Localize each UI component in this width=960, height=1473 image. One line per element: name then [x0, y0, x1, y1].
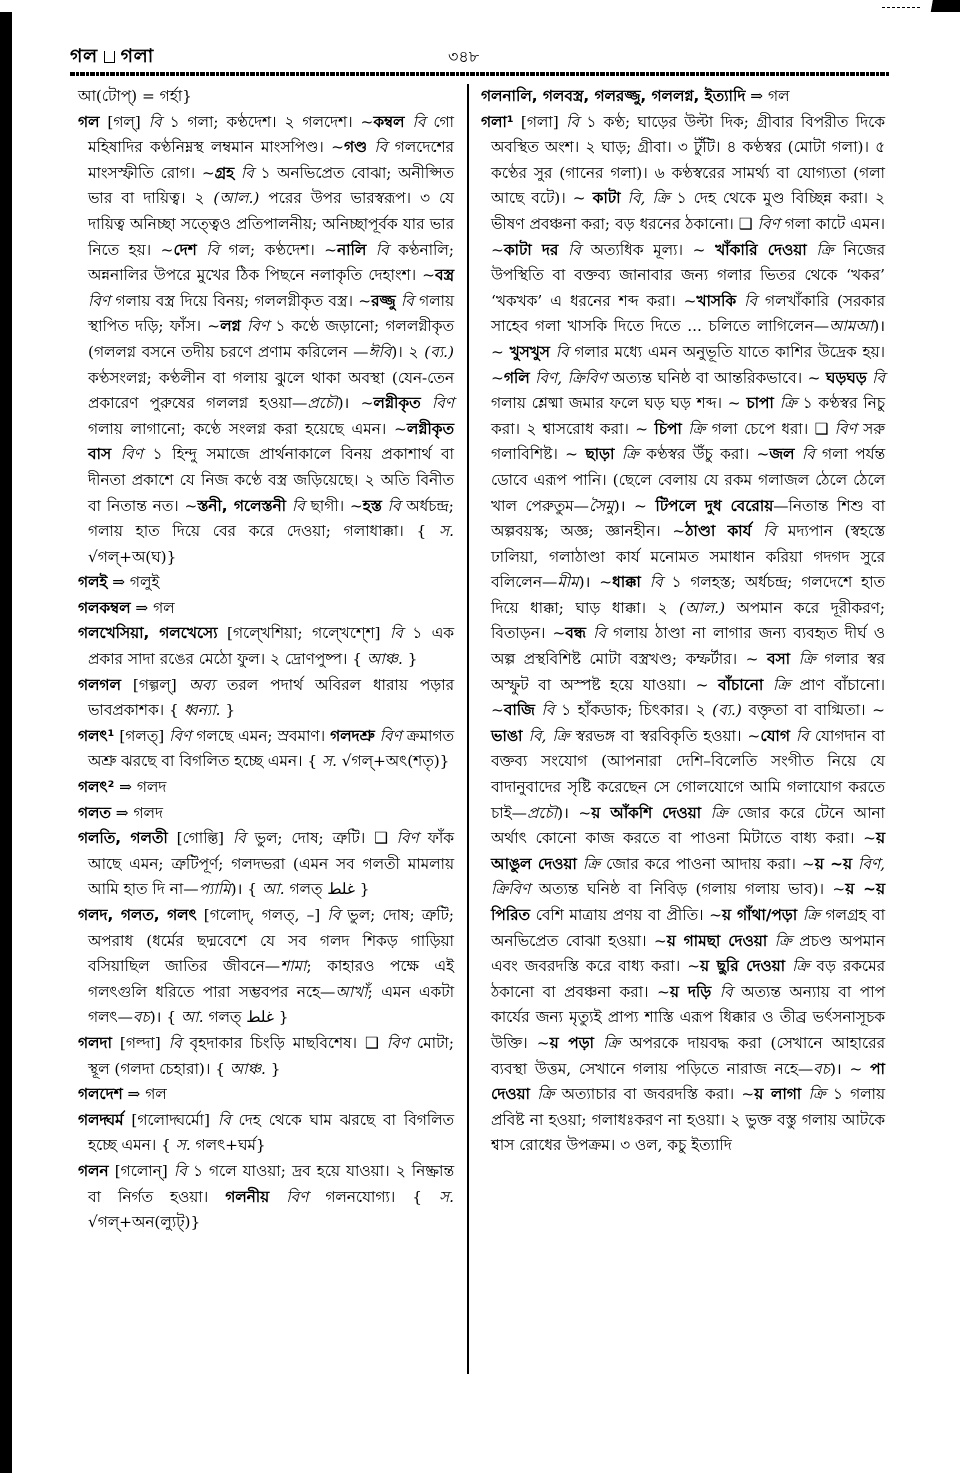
definition-text: অপমান করে দূরীকরণ; বিতাড়ন। ~ — [491, 598, 886, 643]
definition-text: গলায় বস্ত্র দিয়ে বিনয়; গললগ্নীকৃত বস্ত্র। ~ — [110, 291, 372, 310]
headword: গ্রহ — [214, 163, 235, 182]
page-number: ৩৪৮ — [448, 47, 480, 66]
definition-text: নিজের উপস্থিতি বা বক্তব্য জানাবার জন্য গলার ভিতর থেকে ‘খকর’ ‘খকখক’ এ ধরনের শব্দ করা। ~ — [491, 240, 885, 310]
grammar-label: বিণ — [88, 291, 111, 310]
grammar-label: বি — [148, 112, 162, 131]
definition-text — [586, 624, 593, 642]
grammar-label: ক্রি — [792, 957, 810, 976]
grammar-label: ক্রি — [537, 1085, 555, 1104]
headword: গল — [78, 112, 100, 131]
headword: চাপা — [746, 394, 774, 413]
definition-text: ১ গলে যাওয়া; দ্রব হয়ে যাওয়া। ২ নিষ্ক্রান্ত বা নির্গত হওয়া। — [88, 1161, 454, 1206]
grammar-label: বি — [173, 1161, 187, 1180]
definition-text — [197, 241, 206, 259]
grammar-label: ক্রি — [621, 445, 639, 464]
headword: য় ছুরি দেওয়া — [700, 957, 786, 976]
headword: বাঁচানো — [717, 675, 764, 694]
definition-text: ১ গলায় প্রবিষ্ট না হওয়া; গলাধঃকরণ না হওয়া। ২ ভুক্ত বস্তু গলায় আটকে শ্বাস রোধের উপক্রম। ৩ ওল, কচু ইত্যাদি — [491, 1085, 885, 1155]
grammar-label: বি — [744, 291, 758, 310]
grammar-label: বি — [232, 829, 246, 848]
headword: চিপা — [654, 419, 682, 438]
headword: টিপলে দুধ বেরোয় — [655, 496, 774, 515]
definition-text: ১ কণ্ঠস্বর নিচু করা। ২ শ্বাসরোধ করা। ~ — [491, 394, 885, 438]
grammar-label: (ব্য.) — [712, 701, 742, 720]
headword: বসা — [767, 650, 791, 669]
dictionary-entry — [78, 84, 454, 110]
grammar-label: ক্রি — [603, 1033, 621, 1052]
definition-text: √গল্+অৎ(শতৃ)} — [336, 752, 450, 771]
definition-text: ১ গলা; কণ্ঠদেশ। ২ গলদেশ। ~ — [161, 112, 374, 131]
headword: কাটা — [592, 189, 621, 208]
definition-text: [গলোদ্ঘর্মো] — [123, 1110, 218, 1129]
definition-text: গলায় শ্লেষ্মা জমার ফলে ঘড় ঘড় শব্দ। ~ — [491, 394, 747, 413]
running-head-first-word: গল — [70, 45, 98, 67]
grammar-label: ক্রি — [816, 240, 834, 259]
left-column — [78, 84, 454, 1236]
grammar-label: বিণ — [120, 445, 143, 464]
grammar-label: বিণ — [169, 726, 192, 745]
grammar-label: বি — [763, 522, 777, 541]
headword: য় আঁকশি দেওয়া — [591, 803, 702, 822]
definition-text: কণ্ঠনালি; অন্ননালির উপরে মুখের ঠিক পিছনে নলাকৃতি দেহাংশ। ~ — [88, 240, 454, 285]
headword: গলনালি, গলবস্ত্র, গলরজ্জু, গললগ্ন, ইত্যাদি — [481, 87, 746, 105]
definition-text: ভুল; দোষ; ত্রুটি। ❑ — [245, 829, 397, 848]
headword: স্তনী, গলেস্তনী — [197, 496, 286, 515]
right-column — [481, 84, 885, 1159]
grammar-label: প্যামি — [198, 880, 231, 899]
definition-text: দেহ থেকে ঘাম ঝরছে বা বিগলিত হচ্ছে এমন। { — [88, 1110, 454, 1155]
definition-text: )। ~ — [829, 1059, 871, 1078]
grammar-label: ক্রি — [802, 906, 820, 924]
headword: গলদেশ — [78, 1085, 123, 1104]
definition-text: যোগদান বা বক্তব্য সংযোগ (আপনারা দেশি–বিলেতি সংগীত নিয়ে যে বাদানুবাদের সৃষ্টি করেছেন সে গোলযোগে আমি গলাযোগ করতে চাই— — [491, 726, 885, 822]
headword: পা দেওয়া — [491, 1059, 885, 1104]
headword: খাসকি — [696, 291, 737, 310]
definition-text: গলায় ঠাণ্ডা না লাগার জন্য ব্যবহৃত দীর্ঘ ও অল্প প্রস্থবিশিষ্ট মোটা বস্ত্রখণ্ড; কম্ফর্টার। ~ — [491, 624, 885, 669]
headword: গলৎ² — [78, 778, 115, 797]
grammar-label: বি — [217, 1110, 231, 1129]
definition-text — [614, 445, 621, 463]
definition-text: গলা পর্যন্ত ডোবে এরূপ পানি। (ছেলে বেলায় যে রকম গলাজল ঠেলে ঠেলে খাল পেরুতুম— — [491, 445, 885, 515]
definition-text: অত্যাচার বা জবরদস্তি করা। ~ — [554, 1085, 755, 1104]
definition-text: প্রচণ্ড অপমান এবং জবরদস্তি করে বাধ্য করা। ~ — [491, 931, 885, 976]
definition-text: )। ~ — [557, 803, 592, 822]
definition-text: গলার মধ্যে এমন অনুভূতি যাতে কাশির উদ্রেক হয়। ~ — [491, 342, 885, 387]
headword: রজ্জু — [371, 291, 396, 310]
grammar-label: স. — [175, 1136, 191, 1155]
grammar-label: বি — [593, 624, 606, 643]
grammar-label: (ব্য.) — [424, 342, 454, 361]
definition-text: [গলত্] — [114, 726, 170, 745]
definition-text: বক্তৃতা বা বাগ্মিতা। ~ — [741, 701, 885, 720]
grammar-label: (আল.) — [679, 598, 726, 617]
headword: গণ্ড — [343, 138, 367, 157]
definition-text: ১ হিন্দু সমাজে প্রার্থনাকালে বিনয় প্রকাশার্থ বা দীনতা প্রকাশে যে নিজ কণ্ঠে বস্ত্র জড়িয়েছে। ২ অতি বিনীত বা নিতান্ত নত। ~ — [88, 445, 454, 515]
dictionary-entry — [78, 903, 454, 1031]
headword: নালি — [336, 240, 367, 259]
headword: গলদশ্রু — [330, 726, 375, 745]
definition-text — [801, 1085, 808, 1103]
definition-text: ভুল; দোষ; ত্রুটি; অপরাধ (ধর্মের ছদ্মবেশে যে সব গলদ শিকড় গাড়িয়া বসিয়াছিল জাতির জীবনে— — [88, 906, 455, 976]
headword: গলদ, গলত, গলৎ — [78, 906, 197, 924]
dictionary-entry — [78, 826, 454, 903]
definition-text — [807, 241, 817, 259]
definition-text: অপরকে দায়বদ্ধ করা (সেখানে আহারের ব্যবস্থা উত্তম, সেখানে গলায় পড়িতে নারাজ নহে— — [491, 1033, 885, 1078]
dictionary-entry — [78, 1159, 454, 1236]
grammar-label: বি — [291, 496, 305, 515]
definition-text — [711, 983, 720, 1001]
headword: ধাক্কা — [612, 573, 641, 592]
grammar-label: ক্রি — [710, 803, 728, 822]
grammar-label: ক্রি — [774, 931, 792, 950]
grammar-label: ক্রি — [808, 1085, 826, 1104]
running-head — [70, 42, 154, 74]
headword: গলতি, গলতী — [78, 829, 168, 848]
grammar-label: বি, ক্রি — [627, 189, 670, 208]
headword: ভাঙা — [491, 726, 523, 745]
definition-text: ⇒ গল — [130, 598, 175, 617]
headword: গলদ্ঘর্ম — [78, 1110, 124, 1129]
grammar-label: বিণ — [431, 394, 454, 413]
definition-text: মদ্যপান (স্বহস্তে ঢালিয়া, গলাঠাণ্ডা কার্য মনোমত সমাধান করিয়া গদগদ সুরে বলিলেন— — [491, 522, 885, 592]
definition-text: [গলোদ্, গলত্, –] — [196, 906, 328, 924]
headword: খুসখুস — [509, 342, 550, 361]
definition-text — [269, 1188, 286, 1206]
definition-text: গলায় স্থাপিত দড়ি; ফাঁস। ~ — [88, 291, 454, 336]
definition-text: ; কাহারও পক্ষে এই গলৎগুলি ধরিতে পারা সম্ভবপর নহে— — [88, 957, 454, 1001]
definition-text: অত্যধিক মূল্য। ~ — [580, 240, 716, 259]
definition-text — [763, 676, 773, 694]
definition-text: √গল্+অ(ঘ)} — [88, 547, 177, 566]
grammar-label: বি — [568, 240, 581, 259]
grammar-label: বি — [389, 624, 403, 643]
definition-text: ছাগী। ~ — [304, 496, 363, 515]
grammar-label: প্রচৌ — [526, 803, 558, 822]
headword: গলই — [78, 573, 108, 592]
definition-text: ১ কণ্ঠ; ঘাড়ের উল্টা দিক; গ্রীবার বিপরীত দিকে অবস্থিত অংশ। ২ ঘাড়; গ্রীবা। ৩ টুঁটি। ৪ কণ্ঠস্বর (মোটা গলা)। ৫ কণ্ঠের সুর (গানের গলা)। ৬ কণ্ঠস্বরের সামর্থ্য বা যোগ্যতা (গলা আছে বটে)। ~ — [491, 112, 885, 208]
grammar-label: বি — [566, 112, 579, 131]
grammar-label: বিণ — [246, 317, 270, 336]
definition-text: গলনযোগ্য। { — [308, 1187, 440, 1206]
grammar-label: ক্রি — [798, 650, 816, 669]
grammar-label: ঈবি — [368, 342, 392, 361]
definition-text — [621, 189, 628, 207]
definition-text: ১ হাঁকডাক; চিৎকার। ২ — [554, 701, 713, 720]
definition-text: গলৎ+ঘর্ম} — [190, 1136, 266, 1155]
grammar-label: বি, ক্রি — [528, 726, 570, 745]
definition-text — [111, 445, 121, 463]
headword: গলত — [78, 803, 111, 822]
header-rule — [70, 72, 890, 76]
dictionary-entry — [78, 801, 454, 827]
headword: লগ্নীকৃত বাস — [88, 419, 454, 464]
definition-text: গলত্ غلط } — [284, 880, 370, 899]
definition-text — [558, 241, 568, 259]
definition-text: [গোল্তি] — [167, 829, 233, 848]
headword: জল — [769, 445, 795, 464]
definition-text: [গল্খেশিয়া; গল্খেশ্শে] — [217, 624, 390, 643]
grammar-label: বি — [555, 342, 569, 361]
grammar-label: আ. — [261, 880, 285, 899]
headword: ঠাণ্ডা কার্য — [685, 522, 752, 541]
scan-border-left — [0, 12, 12, 1473]
dictionary-entry — [78, 1082, 454, 1108]
definition-text: গলখাঁকারি (সরকার সাহেব গলা খাসকি দিতে দিতে ... চলিতে লাগিলেন— — [491, 291, 885, 336]
definition-text: স্বরভঙ্গ বা স্বরবিকৃতি হওয়া। ~ — [569, 726, 761, 745]
grammar-label: বি — [375, 240, 389, 259]
grammar-label: বিণ, ক্রিবিণ — [491, 854, 885, 899]
definition-text: ক্রমাগত অশ্রু ঝরছে বা বিগলিত হচ্ছে এমন। { — [88, 726, 454, 771]
definition-text: আ(টোপ্) = গর্হা} — [78, 87, 192, 105]
grammar-label: বি — [412, 112, 426, 131]
grammar-label: বিণ — [396, 829, 419, 848]
headword: গলনীয় — [225, 1187, 270, 1206]
definition-text: গলা চেপে ধরা। ❑ — [705, 419, 835, 438]
grammar-label: স. — [439, 1187, 454, 1206]
grammar-label: বচ — [132, 1008, 150, 1027]
definition-text: √গল্+অন(ল্যুট্)} — [88, 1213, 201, 1232]
definition-text: [গল্দা] — [111, 1033, 169, 1052]
definition-text: ১ দেহ থেকে মুণ্ড বিচ্ছিন্ন করা। ২ ভীষণ প্রবঞ্চনা করা; বড় ধরনের ঠকানো। ❑ — [491, 189, 885, 233]
definition-text: ⇒ গল — [745, 87, 790, 105]
definition-text: )। ~ — [578, 573, 613, 592]
column-divider — [467, 84, 469, 1374]
dictionary-entry — [78, 1108, 454, 1159]
definition-text: [গলা] — [513, 112, 567, 131]
headword: গলৎ¹ — [78, 726, 115, 745]
definition-text: ; এমন একটা গলৎ— — [88, 982, 455, 1027]
definition-text: গলত্ غلط } — [203, 1008, 289, 1027]
headword: ছাড়া — [585, 445, 615, 464]
headword: লগ্নীকৃত — [373, 394, 421, 413]
grammar-label: ক্রি — [582, 854, 601, 873]
definition-text: প্রাণ বাঁচানো। ~ — [491, 675, 885, 720]
running-head-last-word: গলা — [120, 45, 154, 67]
dictionary-entry — [481, 84, 885, 110]
definition-text: গলগ্রহ বা অনভিপ্রেত বোঝা হওয়া। ~ — [491, 906, 885, 950]
definition-text — [535, 701, 542, 719]
definition-text: অর্ধচন্দ্র; গলায় হাত দিয়ে বের করে দেওয়া; গলাধাক্কা। { — [88, 496, 454, 541]
definition-text: } — [265, 1059, 281, 1078]
definition-text: )। { — [149, 1008, 181, 1027]
headword: বাজি — [503, 701, 535, 720]
grammar-label: প্রচৌ — [307, 394, 338, 413]
definition-text: পরের উপর ভারস্বরূপ। ৩ যে দায়িত্ব অনিচ্ছা সত্ত্বেও প্রতিপালনীয়; অনিচ্ছাপূর্বক যার ভার নিতে হয়। ~ — [88, 189, 454, 259]
definition-text: ⇒ গলদ — [110, 803, 163, 822]
definition-text: ⇒ গলদ — [114, 778, 167, 797]
definition-text: [গলোন্] — [108, 1161, 174, 1180]
grammar-label: বি — [541, 701, 555, 720]
definition-text — [751, 522, 763, 540]
headword: য় গামছা দেওয়া — [666, 931, 768, 950]
definition-text: বেশি মাত্রায় প্রণয় বা প্রীতি। ~ — [530, 906, 722, 924]
headword: কম্বল — [373, 112, 405, 131]
definition-text: মোটা; স্থূল (গলদা চেহারা)। { — [88, 1033, 454, 1078]
definition-text: ১ অনভিপ্রেত বোঝা; অনীপ্সিত ভার বা দায়িত্ব। ২ — [88, 163, 454, 208]
grammar-label: স. — [439, 522, 454, 541]
definition-text: গলার স্বর অস্ফুট বা অস্পষ্ট হয়ে যাওয়া। ~ — [491, 650, 885, 694]
headword: দেশ — [173, 240, 197, 259]
dictionary-entry — [78, 110, 454, 571]
headword: গলখেসিয়া, গলখেস্যে — [78, 624, 218, 643]
headword: হস্ত — [362, 496, 382, 515]
scan-corner-mark — [882, 7, 920, 9]
grammar-label: বি — [872, 368, 885, 387]
dictionary-entry — [78, 570, 454, 596]
headword: বস্ত্র — [434, 266, 454, 285]
headword: গলি — [503, 368, 530, 387]
dictionary-entry — [78, 673, 454, 724]
definition-text — [794, 445, 801, 463]
grammar-label: বিণ — [379, 726, 402, 745]
dictionary-entry — [78, 621, 454, 672]
grammar-label: বিণ — [386, 1033, 409, 1052]
definition-text: অত্যন্ত অন্যায় বা পাপ কার্যের জন্য মৃত্যুই প্রাপ্য শাস্তি এরূপ ধিক্কার ও তীব্র ভর্ৎসনাসূচক উক্তি। ~ — [491, 982, 885, 1052]
dictionary-entry — [78, 775, 454, 801]
grammar-label: বি — [400, 291, 414, 310]
headword: গলা¹ — [481, 112, 514, 131]
definition-text — [701, 804, 711, 822]
definition-text: গো মহিষাদির কণ্ঠনিম্নস্থ লম্বমান মাংসপিণ্ড। ~ — [88, 112, 454, 157]
headword: যোগ — [760, 726, 790, 745]
grammar-label: বি — [206, 240, 220, 259]
dictionary-entry — [78, 1031, 454, 1082]
definition-text — [234, 164, 241, 182]
grammar-label: অব্য — [188, 675, 215, 694]
grammar-label: আঞ্চ. — [229, 1059, 266, 1078]
definition-text: অত্যন্ত ঘনিষ্ঠ বা নিবিড় (গলায় গলায় ভাব)। ~ — [530, 880, 846, 899]
dictionary-entry — [78, 596, 454, 622]
grammar-label: বি — [374, 138, 388, 157]
dictionary-entry — [78, 724, 454, 775]
dictionary-entry — [481, 110, 885, 1159]
grammar-label: আ. — [180, 1008, 204, 1027]
headword: খাঁকারি দেওয়া — [715, 240, 807, 259]
definition-text: গলায় লাগানো; কণ্ঠে সংলগ্ন করা হয়েছে এমন। ~ — [88, 419, 407, 438]
range-separator-icon — [104, 51, 115, 63]
headword: য় ~য় পিরিত — [491, 880, 885, 924]
definition-text: )। ~ — [337, 394, 374, 413]
grammar-label: বি — [327, 906, 341, 924]
headword: ঘড়ঘড় — [825, 368, 867, 387]
definition-text — [421, 394, 432, 412]
definition-text: তরল পদার্থ অবিরল ধারায় পড়ার ভাবপ্রকাশক। { — [88, 675, 455, 720]
definition-text: } — [402, 650, 418, 669]
grammar-label: আঞ্চ. — [366, 650, 403, 669]
grammar-label: (আল.) — [213, 189, 260, 208]
grammar-label: বি — [801, 445, 815, 464]
grammar-label: মীম — [557, 573, 579, 592]
definition-text: [গল্গল্] — [120, 675, 189, 694]
headword: গলকম্বল — [78, 598, 131, 617]
definition-text: )। ২ — [391, 342, 425, 361]
definition-text: )। { — [230, 880, 262, 899]
grammar-label: শামা — [280, 957, 307, 976]
grammar-label: বচ — [813, 1059, 830, 1078]
headword: বন্ধ — [565, 624, 586, 643]
definition-text: ১ কণ্ঠে জড়ানো; গললগ্নীকৃত (গললগ্ন বসনে তদীয় চরণে প্রণাম করিলেন — — [88, 317, 454, 361]
grammar-label: বিণ — [286, 1187, 309, 1206]
headword: য় পড়া — [549, 1033, 594, 1052]
grammar-label: সৈমু — [588, 496, 614, 515]
grammar-label: স. — [321, 752, 337, 771]
definition-text: [গল্] — [99, 112, 149, 131]
grammar-label: বিণ — [834, 419, 857, 438]
grammar-label: আখাঁ — [335, 982, 368, 1001]
headword: গলদা — [78, 1033, 112, 1052]
definition-text — [641, 573, 650, 591]
definition-text: বড় রকমের ঠকানো বা প্রবঞ্চনা করা। ~ — [491, 957, 885, 1001]
definition-text: ফাঁক আছে এমন; ত্রুটিপূর্ণ; গলদভরা (এমন সব গলতী মামলায় আমি হাত দি না— — [88, 829, 455, 899]
definition-text: ⇒ গলুই — [107, 573, 160, 592]
definition-text: ১ এক প্রকার সাদা রঙের মেঠো ফুল। ২ দ্রোণপুষ্প। { — [88, 624, 454, 669]
definition-text: সরু গলাবিশিষ্ট। ~ — [491, 419, 885, 464]
definition-text: )। ~ — [491, 317, 885, 361]
grammar-label: বিণ, ক্রিবিণ — [535, 368, 607, 387]
headword: য় দড়ি — [669, 982, 712, 1001]
definition-text — [767, 932, 774, 950]
page-header — [70, 38, 890, 68]
grammar-label: আমআ — [829, 317, 874, 336]
grammar-label: ক্রি — [772, 675, 791, 694]
definition-text: —নিতান্ত শিশু বা অল্পবয়স্ক; অজ্ঞ; জ্ঞানহীন। ~ — [491, 496, 885, 541]
headword: য় আঙুল দেওয়া — [491, 829, 885, 873]
grammar-label: বি — [240, 163, 254, 182]
headword: গলগল — [78, 675, 121, 694]
definition-text: )। ~ — [613, 496, 656, 515]
definition-text: } — [220, 701, 236, 720]
headword: য় ~য় — [814, 854, 852, 873]
headword: য় গাঁথা/পড়া — [721, 906, 798, 924]
definition-text: জোর করে টেনে আনা অর্থাৎ কোনো কাজ করতে বা পাওনা মিটাতে বাধ্য করা। ~ — [491, 803, 885, 848]
definition-text: গলা কাটে এমন। ~ — [491, 214, 885, 259]
definition-text: কণ্ঠসংলগ্ন; কণ্ঠলীন বা গলায় ঝুলে থাকা অবস্থা (যেন-তেন প্রকারেণ পুরুষের গললগ্ন হওয়া— — [88, 368, 454, 413]
headword: কাটা দর — [503, 240, 559, 259]
grammar-label: বি — [719, 982, 733, 1001]
grammar-label: বি — [795, 726, 809, 745]
definition-text: বৃহদাকার চিংড়ি মাছবিশেষ। ❑ — [181, 1033, 387, 1052]
definition-text: গলছে এমন; স্রবমাণ। — [191, 726, 331, 745]
grammar-label: ধ্বন্যা. — [183, 701, 221, 720]
grammar-label: বিণ — [757, 214, 780, 233]
headword: য় লাগা — [754, 1085, 802, 1104]
definition-text: কণ্ঠস্বর উঁচু করা। ~ — [638, 445, 770, 464]
definition-text — [790, 650, 799, 668]
definition-text: গলদেশের মাংসস্ফীতি রোগ। ~ — [88, 138, 454, 182]
headword: লগ্ন — [220, 317, 241, 336]
definition-text: ⇒ গল — [122, 1085, 167, 1104]
definition-text: গল; কণ্ঠদেশ। ~ — [219, 240, 337, 259]
definition-text: ১ গলহস্ত; অর্ধচন্দ্র; গলদেশে হাত দিয়ে ধাক্কা; ঘাড় ধাক্কা। ২ — [491, 573, 885, 617]
grammar-label: বি — [387, 496, 401, 515]
headword: গলন — [78, 1161, 109, 1180]
definition-text: জোর করে পাওনা আদায় করা। ~ — [600, 854, 815, 873]
scan-corner-fold — [920, 0, 960, 12]
grammar-label: বি — [649, 573, 663, 592]
grammar-label: ক্রি — [779, 394, 797, 413]
definition-text — [594, 1034, 603, 1052]
definition-text — [736, 292, 744, 310]
definition-text — [366, 241, 375, 259]
grammar-label: বি — [168, 1033, 182, 1052]
definition-text: অত্যন্ত ঘনিষ্ঠ বা আন্তরিকভাবে। ~ — [606, 368, 826, 387]
grammar-label: ক্রি — [688, 419, 706, 438]
